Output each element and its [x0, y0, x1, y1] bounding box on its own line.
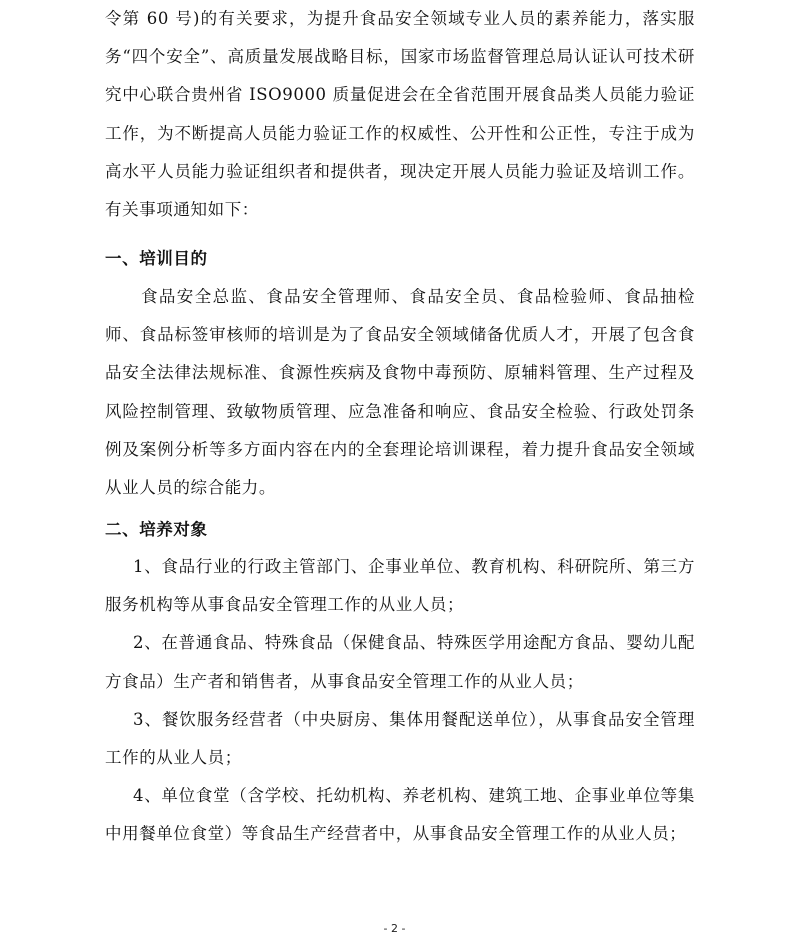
list-item: 1、食品行业的行政主管部门、企事业单位、教育机构、科研院所、第三方服务机构等从事食品安全管理工作的从业人员；	[105, 557, 695, 615]
section-heading-training-purpose: 一、培训目的	[105, 249, 208, 268]
section-heading-target-audience: 二、培养对象	[105, 520, 208, 539]
page-number: - 2 -	[383, 922, 406, 935]
list-item: 3、餐饮服务经营者（中央厨房、集体用餐配送单位），从事食品安全管理工作的从业人员；	[105, 709, 695, 768]
intro-paragraph: 令第 60 号)的有关要求，为提升食品安全领域专业人员的素养能力，落实服务“四个安全”、高质量发展战略目标，国家市场监督管理总局认证认可技术研究中心联合贵州省 ISO9000 质量促进会在全省范围开展食品类人员能力验证工作，为不断提高人员能力验证工作的权威性、公开性和公正性，专注于成为高水平人员能力验证组织者和提供者，现决定开展人员能力验证及培训工作。有关事项通知如下：	[105, 9, 695, 220]
training-purpose-paragraph: 食品安全总监、食品安全管理师、食品安全员、食品检验师、食品抽检师、食品标签审核师的培训是为了食品安全领域储备优质人才，开展了包含食品安全法律法规标准、食源性疾病及食物中毒预防、原辅料管理、生产过程及风险控制管理、致敏物质管理、应急准备和响应、食品安全检验、行政处罚条例及案例分析等多方面内容在内的全套理论培训课程，着力提升食品安全领域从业人员的综合能力。	[105, 287, 695, 498]
target-audience-list	[105, 548, 695, 854]
list-item: 4、单位食堂（含学校、托幼机构、养老机构、建筑工地、企事业单位等集中用餐单位食堂）等食品生产经营者中，从事食品安全管理工作的从业人员；	[105, 786, 695, 844]
list-item: 2、在普通食品、特殊食品（保健食品、特殊医学用途配方食品、婴幼儿配方食品）生产者和销售者，从事食品安全管理工作的从业人员；	[105, 633, 695, 691]
